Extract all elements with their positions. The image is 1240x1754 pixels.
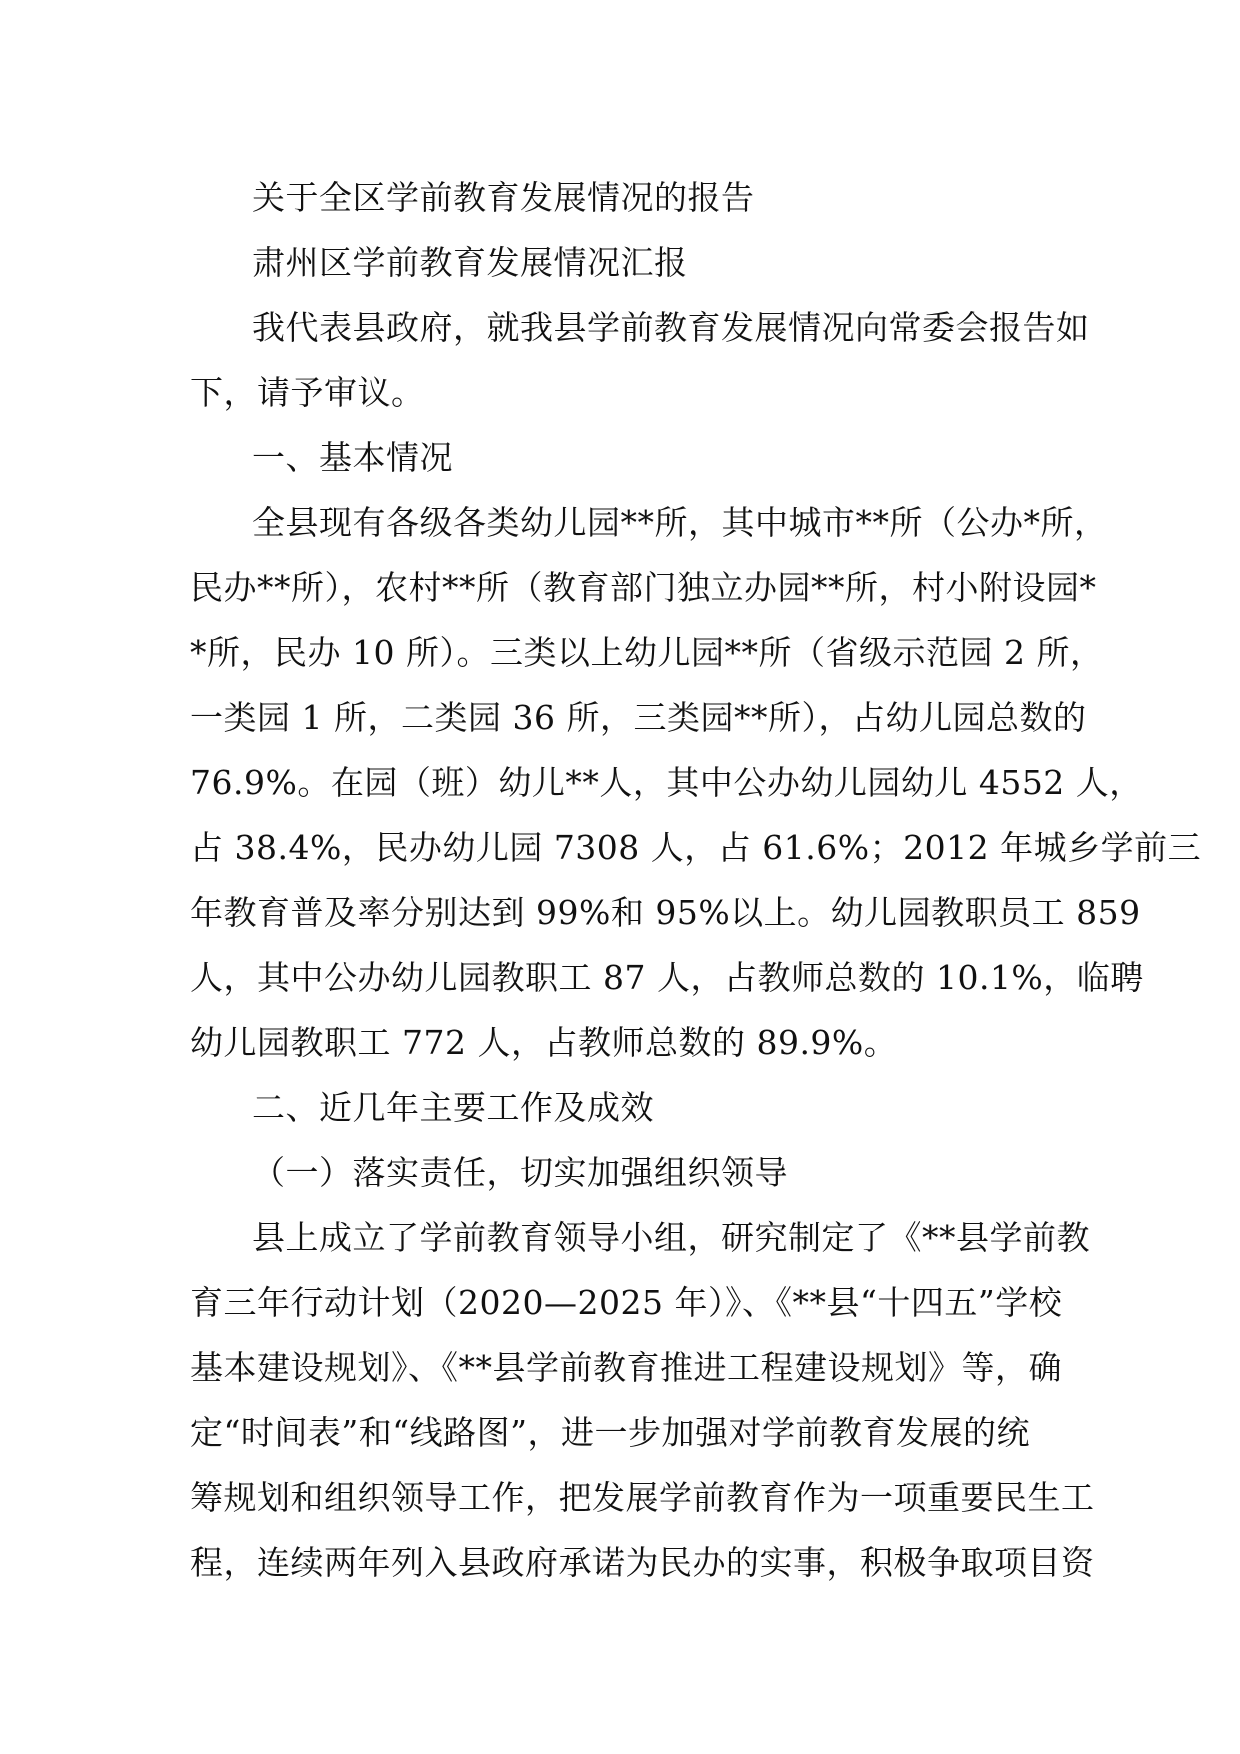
intro-line-2: 下，请予审议。 bbox=[190, 373, 425, 412]
report-title: 关于全区学前教育发展情况的报告 bbox=[252, 178, 755, 217]
paragraph-line: 筹规划和组织领导工作，把发展学前教育作为一项重要民生工 bbox=[190, 1478, 1095, 1517]
paragraph-line: *所，民办 10 所）。三类以上幼儿园**所（省级示范园 2 所， bbox=[190, 633, 1104, 672]
subsection-heading: （一）落实责任，切实加强组织领导 bbox=[252, 1153, 788, 1192]
paragraph-line: 基本建设规划》、《**县学前教育推进工程建设规划》等，确 bbox=[190, 1348, 1062, 1387]
section-heading-basic: 一、基本情况 bbox=[252, 438, 453, 477]
paragraph-line: 占 38.4%，民办幼儿园 7308 人，占 61.6%；2012 年城乡学前三 bbox=[190, 828, 1202, 867]
paragraph-line: 一类园 1 所，二类园 36 所，三类园**所），占幼儿园总数的 bbox=[190, 698, 1087, 737]
paragraph-line: 程，连续两年列入县政府承诺为民办的实事，积极争取项目资 bbox=[190, 1543, 1095, 1582]
paragraph-line: 县上成立了学前教育领导小组，研究制定了《**县学前教 bbox=[252, 1218, 1090, 1257]
paragraph-line: 年教育普及率分别达到 99%和 95%以上。幼儿园教职员工 859 bbox=[190, 893, 1141, 932]
paragraph-line: 幼儿园教职工 772 人，占教师总数的 89.9%。 bbox=[190, 1023, 898, 1062]
paragraph-line: 民办**所），农村**所（教育部门独立办园**所，村小附设园* bbox=[190, 568, 1097, 607]
paragraph-line: 全县现有各级各类幼儿园**所，其中城市**所（公办*所， bbox=[252, 503, 1108, 542]
paragraph-line: 定“时间表”和“线路图”，进一步加强对学前教育发展的统 bbox=[190, 1413, 1030, 1452]
paragraph-line: 人，其中公办幼儿园教职工 87 人，占教师总数的 10.1%，临聘 bbox=[190, 958, 1144, 997]
section-heading-work: 二、近几年主要工作及成效 bbox=[252, 1088, 654, 1127]
paragraph-line: 76.9%。在园（班）幼儿**人，其中公办幼儿园幼儿 4552 人， bbox=[190, 763, 1143, 802]
report-subtitle: 肃州区学前教育发展情况汇报 bbox=[252, 243, 688, 282]
paragraph-line: 育三年行动计划（2020—2025 年）》、《**县“十四五”学校 bbox=[190, 1283, 1063, 1322]
intro-line-1: 我代表县政府，就我县学前教育发展情况向常委会报告如 bbox=[252, 308, 1090, 347]
